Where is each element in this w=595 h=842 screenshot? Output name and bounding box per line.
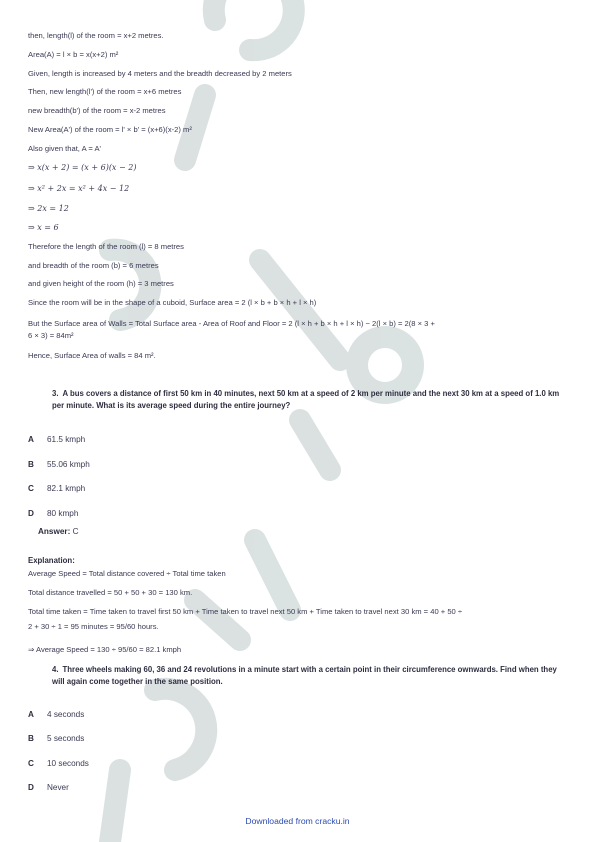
option-letter: D [28,783,34,792]
question-4 [52,664,562,687]
solution-line: then, length(l) of the room = x+2 metres. [28,31,164,40]
option-letter: C [28,759,34,768]
option-text: 82.1 kmph [47,484,86,493]
equation-line: ⇒ x(x + 2) = (x + 6)(x − 2) [28,163,137,172]
option-b[interactable] [28,733,84,744]
equation-line: ⇒ x = 6 [28,223,59,232]
question-number: 4. [52,665,59,674]
option-d[interactable] [28,508,78,519]
footer-link[interactable]: Downloaded from cracku.in [245,816,350,826]
explanation-line: Total time taken = Time taken to travel first 50 km + Time taken to travel next 50 km + Time taken to travel next 30 km = 40 + 50 ÷ [28,607,463,616]
option-letter: A [28,435,34,444]
option-text: 5 seconds [47,734,85,743]
option-letter: B [28,734,34,743]
option-b[interactable] [28,459,90,470]
option-letter: B [28,460,34,469]
option-text: 61.5 kmph [47,435,86,444]
option-c[interactable] [28,758,89,769]
answer-value: C [72,527,79,536]
explanation-line: ⇒ Average Speed = 130 ÷ 95/60 = 82.1 kmph [28,645,182,654]
option-text: 4 seconds [47,710,85,719]
question-3 [52,388,562,411]
option-text: 80 kmph [47,509,79,518]
equation-line: ⇒ x² + 2x = x² + 4x − 12 [28,184,130,193]
explanation-line: 2 + 30 ÷ 1 = 95 minutes = 95/60 hours. [28,622,159,631]
answer [38,527,79,536]
question-number: 3. [52,389,59,398]
option-a[interactable] [28,434,85,445]
option-text: 10 seconds [47,759,89,768]
question-text: Three wheels making 60, 36 and 24 revolutions in a minute start with a certain point in their circumference ownwards. Find when they will again come together in the same position. [52,665,557,686]
option-text: Never [47,783,69,792]
solution-line: New Area(A') of the room = l' × b' = (x+6)(x-2) m² [28,125,192,134]
explanation-title: Explanation: [28,556,75,565]
option-letter: D [28,509,34,518]
option-c[interactable] [28,483,85,494]
answer-label: Answer: [38,527,71,536]
equation-line: ⇒ 2x = 12 [28,204,69,213]
option-text: 55.06 kmph [47,460,90,469]
solution-line: new breadth(b') of the room = x-2 metres [28,106,166,115]
solution-line: 6 × 3) = 84m² [28,331,74,340]
solution-line: and breadth of the room (b) = 6 metres [28,261,159,270]
question-text: A bus covers a distance of first 50 km in 40 minutes, next 50 km at a speed of 2 km per minute and the next 30 km at a speed of 1.0 km per minute. What is its average speed during the entire journey? [52,389,560,410]
solution-line: Therefore the length of the room (l) = 8 metres [28,242,184,251]
explanation-line: Total distance travelled = 50 + 50 + 30 = 130 km. [28,588,193,597]
solution-line: Also given that, A = A' [28,144,102,153]
solution-line: Given, length is increased by 4 meters and the breadth decreased by 2 meters [28,69,292,78]
option-a[interactable] [28,709,84,720]
solution-line: Hence, Surface Area of walls = 84 m². [28,351,156,360]
option-d[interactable] [28,782,69,793]
option-letter: A [28,710,34,719]
explanation-line: Average Speed = Total distance covered ÷ Total time taken [28,569,226,578]
solution-line: and given height of the room (h) = 3 metres [28,279,174,288]
option-letter: C [28,484,34,493]
solution-line: Since the room will be in the shape of a cuboid, Surface area = 2 (l × b + b × h + l × h) [28,298,317,307]
solution-line: Area(A) = l × b = x(x+2) m² [28,50,119,59]
solution-line: Then, new length(l') of the room = x+6 metres [28,87,182,96]
solution-line: But the Surface area of Walls = Total Surface area - Area of Roof and Floor = 2 (l × h + b × h + l × h) − 2(l × b) = 2(8 × 3 + [28,319,435,328]
